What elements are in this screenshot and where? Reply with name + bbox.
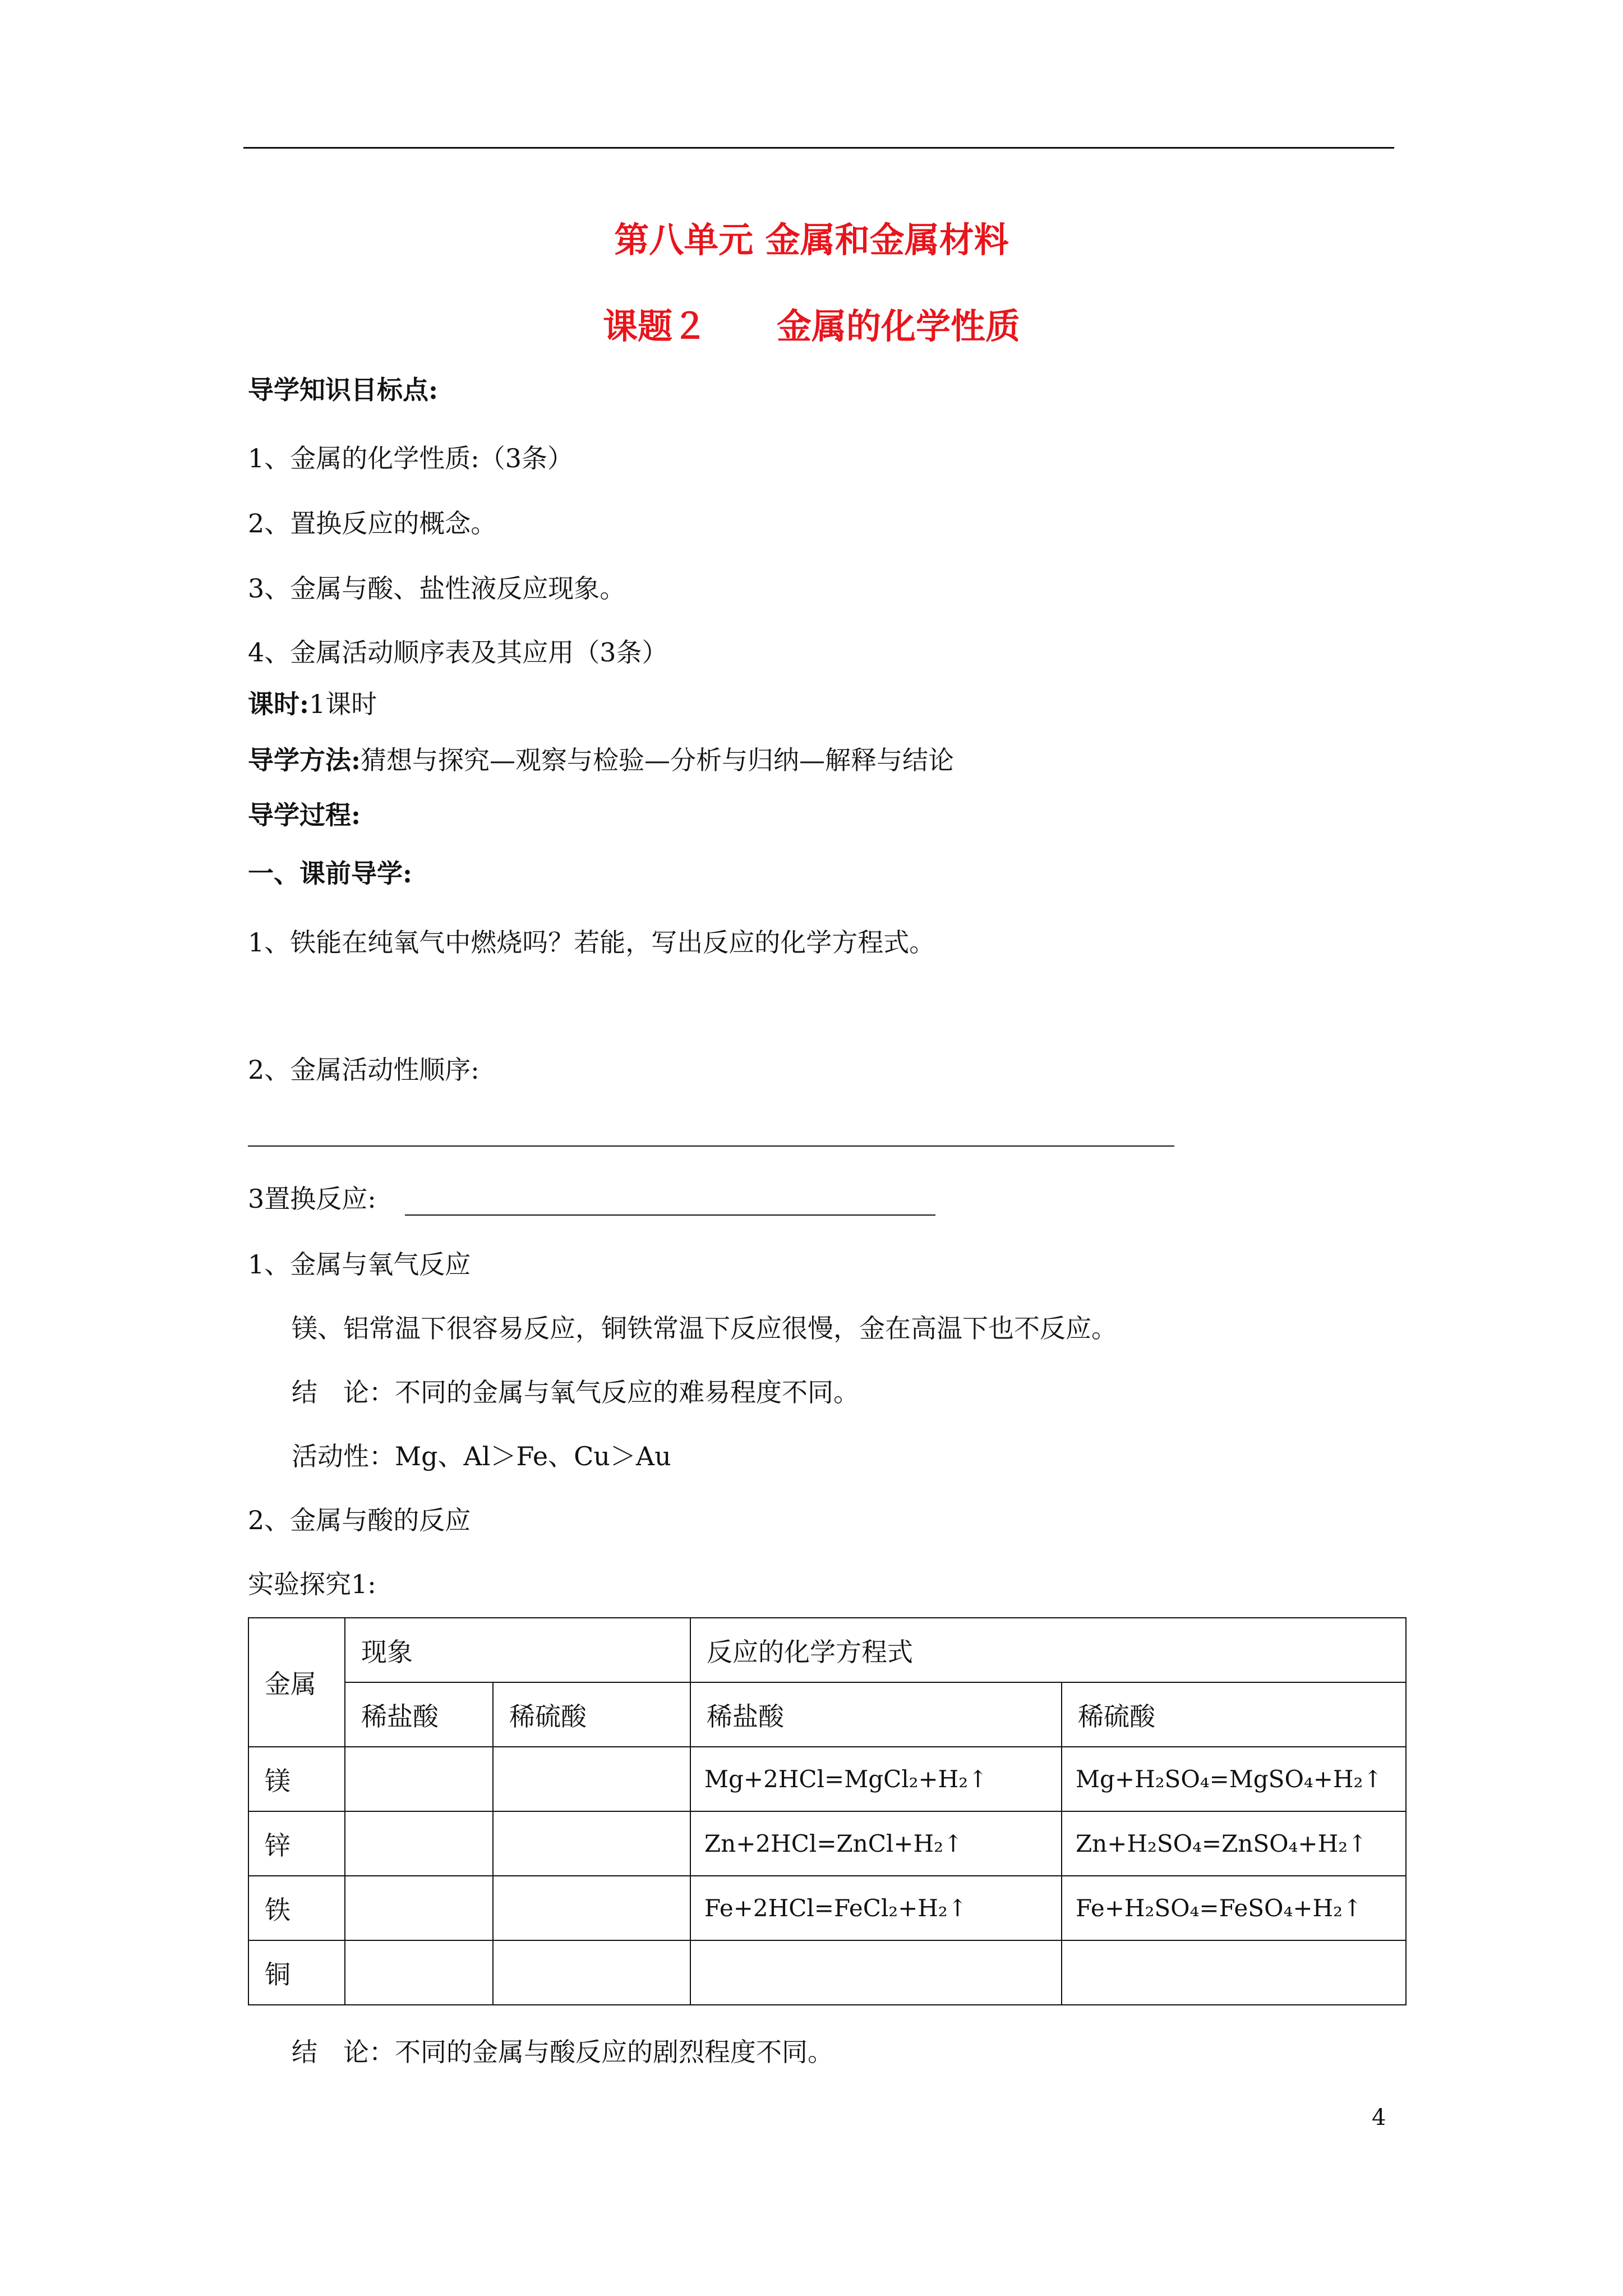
header-metal: 金属 bbox=[248, 1618, 345, 1747]
phenomenon-hcl-cell bbox=[345, 1747, 493, 1811]
equation-hcl-cell bbox=[690, 1940, 1062, 2005]
header-phenomenon: 现象 bbox=[345, 1618, 690, 1682]
experiment-label: 实验探究1: bbox=[248, 1569, 376, 1599]
experiment-table bbox=[248, 1617, 1407, 2005]
equation-hcl-cell: Mg+2HCl=MgCl₂+H₂↑ bbox=[690, 1747, 1062, 1811]
equation-hcl-cell: Zn+2HCl=ZnCl+H₂↑ bbox=[690, 1811, 1062, 1876]
objective-item-3: 3、金属与酸、盐性液反应现象。 bbox=[248, 573, 626, 604]
equation-hcl-cell: Fe+2HCl=FeCl₂+H₂↑ bbox=[690, 1876, 1062, 1940]
table-row bbox=[248, 1811, 1406, 1876]
acid-heading: 2、金属与酸的反应 bbox=[248, 1505, 471, 1535]
answer-line-3 bbox=[405, 1214, 935, 1216]
phenomenon-hcl-cell bbox=[345, 1876, 493, 1940]
section1-heading: 一、课前导学: bbox=[248, 858, 412, 889]
page-number: 4 bbox=[1372, 2105, 1386, 2131]
oxygen-text: 镁、铝常温下很容易反应，铜铁常温下反应很慢，金在高温下也不反应。 bbox=[292, 1313, 1117, 1343]
phenomenon-h2so4-cell bbox=[493, 1747, 690, 1811]
phenomenon-h2so4-cell bbox=[493, 1811, 690, 1876]
equation-h2so4-cell: Zn+H₂SO₄=ZnSO₄+H₂↑ bbox=[1062, 1811, 1406, 1876]
table-subheader-row bbox=[248, 1682, 1406, 1747]
class-hours-label: 课时: bbox=[248, 689, 309, 719]
question-2: 2、金属活动性顺序: bbox=[248, 1055, 479, 1085]
subheader-phenomenon-hcl: 稀盐酸 bbox=[345, 1682, 493, 1747]
subheader-equation-hcl: 稀盐酸 bbox=[690, 1682, 1062, 1747]
oxygen-heading: 1、金属与氧气反应 bbox=[248, 1249, 471, 1280]
equation-h2so4-cell: Mg+H₂SO₄=MgSO₄+H₂↑ bbox=[1062, 1747, 1406, 1811]
header-equation: 反应的化学方程式 bbox=[690, 1618, 1406, 1682]
table-row bbox=[248, 1876, 1406, 1940]
objective-item-4: 4、金属活动顺序表及其应用（3条） bbox=[248, 637, 668, 668]
table-row bbox=[248, 1940, 1406, 2005]
equation-h2so4-cell: Fe+H₂SO₄=FeSO₄+H₂↑ bbox=[1062, 1876, 1406, 1940]
subheader-phenomenon-h2so4: 稀硫酸 bbox=[493, 1682, 690, 1747]
metal-cell: 镁 bbox=[248, 1747, 345, 1811]
phenomenon-h2so4-cell bbox=[493, 1876, 690, 1940]
table-header-row bbox=[248, 1618, 1406, 1682]
metal-cell: 铜 bbox=[248, 1940, 345, 2005]
objective-item-1: 1、金属的化学性质:（3条） bbox=[248, 443, 574, 473]
metal-cell: 锌 bbox=[248, 1811, 345, 1876]
equation-h2so4-cell bbox=[1062, 1940, 1406, 2005]
acid-conclusion: 结 论：不同的金属与酸反应的剧烈程度不同。 bbox=[292, 2037, 833, 2067]
question-3: 3置换反应: bbox=[248, 1184, 376, 1214]
phenomenon-hcl-cell bbox=[345, 1940, 493, 2005]
objective-item-2: 2、置换反应的概念。 bbox=[248, 508, 497, 539]
header-rule bbox=[243, 147, 1394, 149]
metal-cell: 铁 bbox=[248, 1876, 345, 1940]
unit-title: 第八单元 金属和金属材料 bbox=[614, 219, 1009, 260]
phenomenon-hcl-cell bbox=[345, 1811, 493, 1876]
method bbox=[248, 743, 954, 777]
answer-line-2 bbox=[248, 1145, 1174, 1147]
lesson-title: 课题２ 金属的化学性质 bbox=[602, 306, 1020, 347]
question-1: 1、铁能在纯氧气中燃烧吗？若能，写出反应的化学方程式。 bbox=[248, 927, 935, 958]
oxygen-conclusion: 结 论：不同的金属与氧气反应的难易程度不同。 bbox=[292, 1377, 859, 1407]
class-hours bbox=[248, 687, 377, 721]
phenomenon-h2so4-cell bbox=[493, 1940, 690, 2005]
class-hours-value: 1课时 bbox=[308, 689, 377, 719]
method-value: 猜想与探究—观察与检验—分析与归纳—解释与结论 bbox=[360, 745, 954, 775]
activity-order: 活动性：Mg、Al＞Fe、Cu＞Au bbox=[292, 1441, 671, 1471]
table-row bbox=[248, 1747, 1406, 1811]
method-label: 导学方法: bbox=[248, 745, 361, 775]
process-label: 导学过程: bbox=[248, 800, 361, 830]
subheader-equation-h2so4: 稀硫酸 bbox=[1062, 1682, 1406, 1747]
objectives-heading: 导学知识目标点: bbox=[248, 375, 438, 405]
